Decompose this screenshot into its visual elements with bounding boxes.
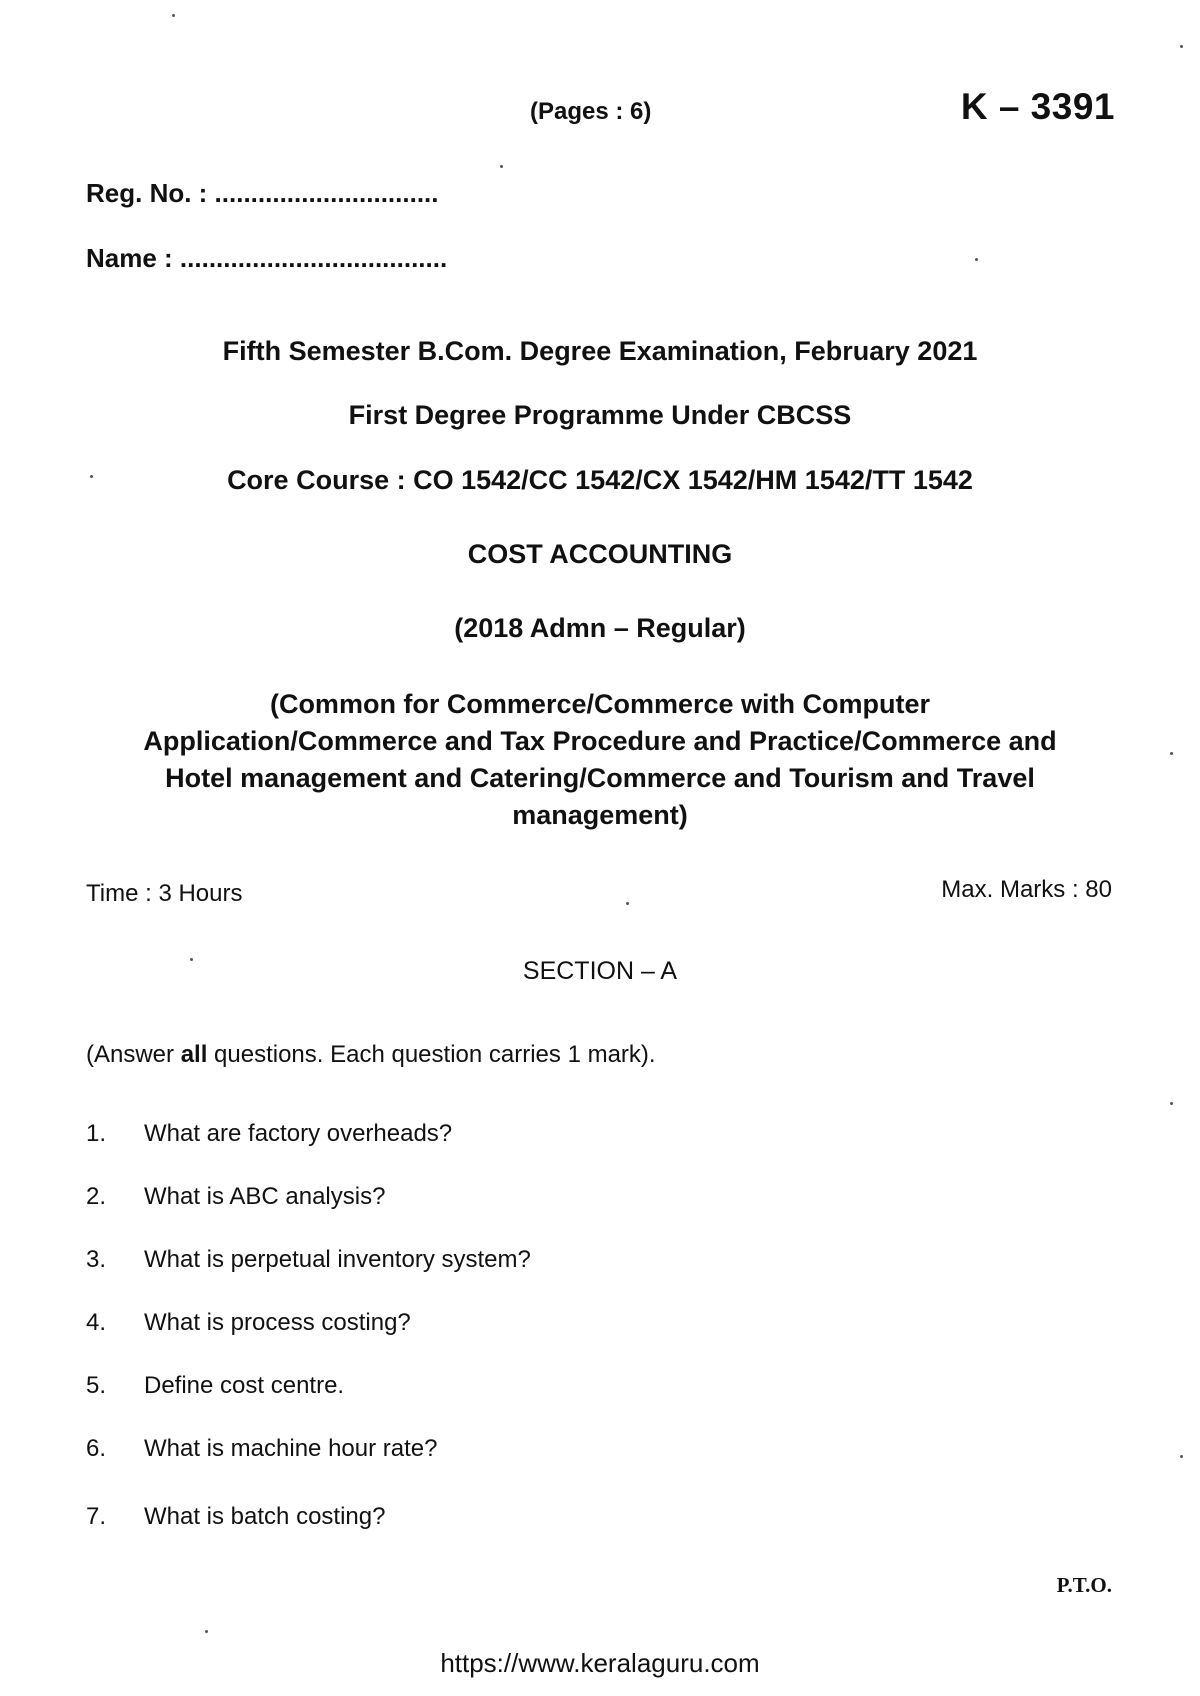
scan-speck bbox=[90, 475, 93, 478]
scan-speck bbox=[975, 258, 978, 261]
scan-speck bbox=[205, 1630, 208, 1633]
instruction-text: questions. Each question carries 1 mark). bbox=[207, 1041, 656, 1068]
common-for-line: management) bbox=[512, 800, 688, 830]
subject-title: COST ACCOUNTING bbox=[467, 539, 733, 569]
question-number: 3. bbox=[86, 1246, 107, 1273]
list-item bbox=[86, 1433, 531, 1465]
scan-speck bbox=[1180, 45, 1183, 48]
list-item bbox=[86, 1244, 531, 1276]
question-text: What are factory overheads? bbox=[144, 1120, 453, 1147]
question-text: Define cost centre. bbox=[144, 1372, 345, 1399]
scan-speck bbox=[1180, 1455, 1183, 1458]
question-list bbox=[86, 1118, 531, 1533]
time-allowed: Time : 3 Hours bbox=[86, 880, 243, 907]
question-number: 5. bbox=[86, 1372, 107, 1399]
admission-line: (2018 Admn – Regular) bbox=[454, 613, 746, 643]
scan-speck bbox=[1170, 1102, 1173, 1105]
name-field: Name : ..................................... bbox=[86, 243, 448, 273]
list-item bbox=[86, 1501, 531, 1533]
question-text: What is process costing? bbox=[144, 1309, 411, 1336]
common-for-line: Hotel management and Catering/Commerce and Tourism and Travel bbox=[165, 763, 1035, 793]
scan-speck bbox=[500, 165, 503, 168]
scan-speck bbox=[172, 14, 175, 17]
common-for-line: Application/Commerce and Tax Procedure and Practice/Commerce and bbox=[143, 726, 1057, 756]
question-number: 7. bbox=[86, 1503, 107, 1530]
max-marks: Max. Marks : 80 bbox=[941, 876, 1112, 903]
scan-speck bbox=[626, 902, 629, 905]
question-text: What is perpetual inventory system? bbox=[144, 1246, 531, 1273]
question-text: What is batch costing? bbox=[144, 1503, 386, 1530]
list-item bbox=[86, 1370, 531, 1402]
website-link[interactable]: https://www.keralaguru.com bbox=[440, 1648, 760, 1678]
question-number: 6. bbox=[86, 1435, 107, 1462]
section-instruction bbox=[86, 1041, 656, 1069]
question-text: What is ABC analysis? bbox=[144, 1183, 386, 1210]
programme-line: First Degree Programme Under CBCSS bbox=[348, 400, 852, 430]
pto-label: P.T.O. bbox=[1056, 1573, 1112, 1597]
question-text: What is machine hour rate? bbox=[144, 1435, 438, 1462]
exam-title: Fifth Semester B.Com. Degree Examination, February 2021 bbox=[222, 336, 978, 366]
list-item bbox=[86, 1307, 531, 1339]
scan-speck bbox=[190, 958, 193, 961]
section-title: SECTION – A bbox=[522, 957, 678, 985]
common-for-line: (Common for Commerce/Commerce with Computer bbox=[269, 689, 931, 719]
paper-code: K – 3391 bbox=[960, 86, 1115, 127]
scan-speck bbox=[1170, 752, 1173, 755]
instruction-emphasis: all bbox=[180, 1041, 208, 1068]
course-line: Core Course : CO 1542/CC 1542/CX 1542/HM 1542/TT 1542 bbox=[227, 465, 973, 495]
list-item bbox=[86, 1118, 531, 1150]
pages-count: (Pages : 6) bbox=[530, 98, 652, 125]
common-for-block bbox=[100, 686, 1100, 834]
list-item bbox=[86, 1181, 531, 1213]
question-number: 2. bbox=[86, 1183, 107, 1210]
question-number: 4. bbox=[86, 1309, 107, 1336]
instruction-text: (Answer bbox=[86, 1041, 181, 1068]
question-number: 1. bbox=[86, 1120, 107, 1147]
reg-no-field: Reg. No. : ............................... bbox=[86, 178, 439, 208]
